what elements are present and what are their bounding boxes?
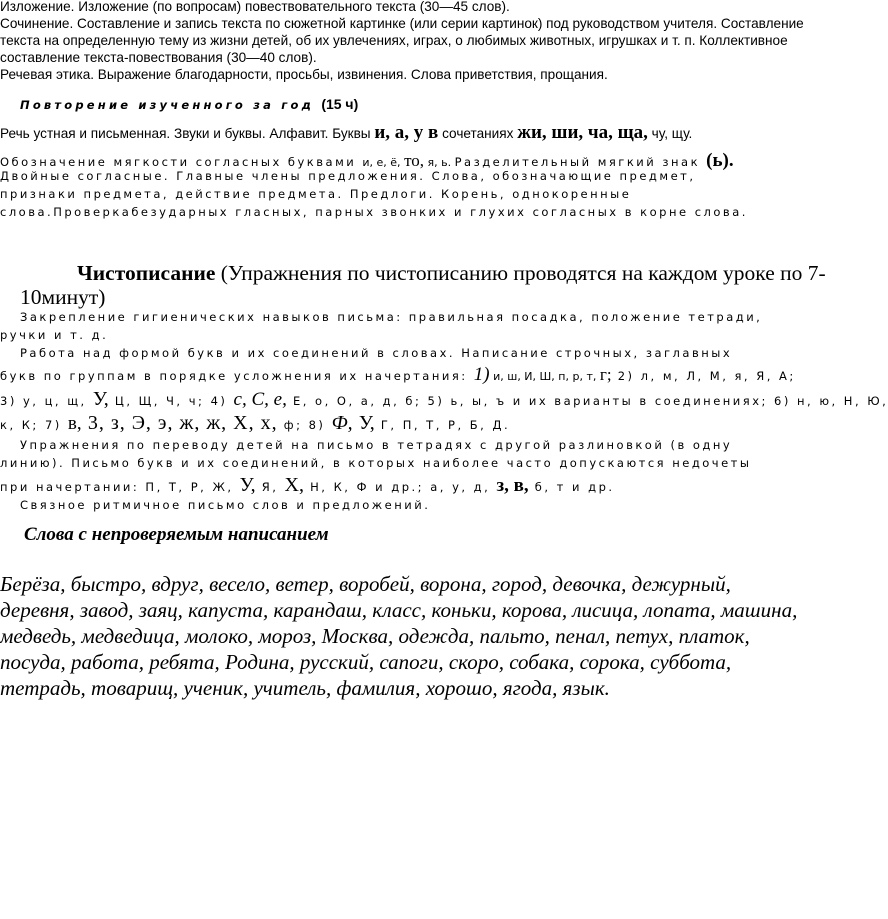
penmanship-line-10: Связное ритмичное письмо слов и предложений.	[20, 498, 431, 512]
review-line-1	[0, 124, 692, 142]
penmanship-line-5	[0, 388, 888, 411]
letter-group: и, ш, И, Ш, п, р, т,	[489, 370, 600, 383]
letter-large: У,	[358, 412, 375, 434]
group-number: 1)	[473, 364, 490, 385]
letter-group: Н, К, Ф и др.; а, у, д,	[304, 480, 497, 494]
penmanship-line-2: ручки и т. д.	[0, 328, 109, 342]
letter-large-bold: з, в,	[496, 475, 529, 496]
soft-sign-bold: (ь).	[706, 150, 734, 171]
vocab-line-1: Берёза, быстро, вдруг, весело, ветер, воробей, ворона, город, девочка, дежурный,	[0, 572, 731, 596]
letter-group: при начертании: П, Т, Р, Ж,	[0, 480, 240, 494]
review-letters-large: то,	[404, 151, 425, 170]
penmanship-title-rest: (Упражнения по чистописанию проводятся на каждом уроке по 7-	[215, 261, 826, 285]
penmanship-line-1: Закрепление гигиенических навыков письма: правильная посадка, положение тетради,	[20, 310, 763, 324]
penmanship-title-bold: Чистописание	[77, 261, 216, 285]
letter-large: У,	[239, 474, 256, 496]
letter-large: Х,	[284, 474, 304, 496]
letter-large-italic: Ф,	[331, 412, 353, 434]
letter-large: 3, з, Э, э, ж, ж, Х, х,	[87, 412, 278, 434]
letter-group: б, т и др.	[528, 480, 615, 494]
penmanship-line-6	[0, 412, 510, 435]
letter-group: Я,	[255, 480, 285, 494]
letter-group: 3) у, ц, щ,	[0, 394, 93, 408]
review-text: Разделительный мягкий знак	[454, 155, 707, 169]
review-combos-bold: жи, ши, ча, ща,	[517, 122, 648, 143]
vocab-word-list	[0, 571, 797, 701]
letter-group: 2) л, м, Л, М, я, Я, А;	[611, 369, 796, 383]
letter-group: Г, П, Т, Р, Б, Д.	[374, 418, 511, 432]
letter-large: У,	[92, 388, 109, 410]
review-heading-text: Повторение изученного за год	[20, 98, 315, 112]
review-line-3: Двойные согласные. Главные члены предложения. Слова, обозначающие предмет,	[0, 169, 696, 183]
letter-group: к, К; 7)	[0, 418, 68, 432]
intro-line-5: Речевая этика. Выражение благодарности, просьбы, извинения. Слова приветствия, прощания.	[0, 67, 608, 82]
penmanship-line-3: Работа над формой букв и их соединений в словах. Написание строчных, заглавных	[20, 346, 733, 360]
letter-group: Е, о, О, а, д, б; 5) ь, ы, ъ и их варианты в соединениях; 6) н, ю, Н, Ю,	[286, 394, 888, 408]
review-line-4: признаки предмета, действие предмета. Предлоги. Корень, однокоренные	[0, 187, 632, 201]
penmanship-title-cont: 10минут)	[20, 285, 106, 309]
review-letters: я, ь.	[424, 156, 455, 169]
penmanship-line-8: линию). Письмо букв и их соединений, в которых наиболее часто допускаются недочеты	[0, 456, 752, 470]
intro-line-3: текста на определенную тему из жизни детей, об их увлечениях, играх, о любимых животных, игрушках и т. п. Коллективное	[0, 33, 788, 48]
review-heading	[20, 96, 358, 112]
intro-line-4: составление текста-повествования (30—40 слов).	[0, 50, 317, 65]
vocab-line-4: посуда, работа, ребята, Родина, русский, сапоги, скоро, собака, сорока, суббота,	[0, 650, 732, 674]
letter-large: в,	[67, 413, 82, 434]
vocab-line-3: медведь, медведица, молоко, мороз, Москва, одежда, пальто, пенал, петух, платок,	[0, 624, 750, 648]
intro-block	[0, 0, 804, 83]
review-hours: (15 ч)	[321, 96, 359, 112]
vocab-line-5: тетрадь, товарищ, ученик, учитель, фамилия, хорошо, ягода, язык.	[0, 676, 610, 700]
letter-large: г;	[599, 365, 612, 384]
penmanship-text: букв по группам в порядке усложнения их начертания:	[0, 369, 474, 383]
penmanship-line-7: Упражнения по переводу детей на письмо в тетрадях с другой разлиновкой (в одну	[20, 438, 733, 452]
intro-line-2: Сочинение. Составление и запись текста по сюжетной картинке (или серии картинок) под руководством учителя. Составление	[0, 16, 804, 31]
penmanship-line-9	[0, 474, 615, 497]
letter-group: ф; 8)	[277, 418, 332, 432]
review-line-5: слова.Проверкабезударных гласных, парных звонких и глухих согласных в корне слова.	[0, 205, 748, 219]
vocab-line-2: деревня, завод, заяц, капуста, карандаш, класс, коньки, корова, лисица, лопата, машина,	[0, 598, 798, 622]
penmanship-title	[77, 260, 826, 286]
penmanship-line-4	[0, 364, 796, 386]
review-letters: и, е, ё,	[362, 156, 405, 169]
intro-line-1: Изложение. Изложение (по вопросам) повествовательного текста (30—45 слов).	[0, 0, 510, 14]
vocab-title: Слова с непроверяемым написанием	[24, 524, 329, 545]
review-text: чу, щу.	[647, 126, 693, 141]
review-text: Обозначение мягкости согласных буквами	[0, 155, 363, 169]
letter-large-italic: с, С, е,	[233, 389, 287, 410]
review-text: Речь устная и письменная. Звуки и буквы. Алфавит. Буквы	[0, 126, 375, 141]
review-text: сочетаниях	[438, 126, 518, 141]
review-letters-bold: и, а, у в	[374, 122, 439, 143]
letter-group: Ц, Щ, Ч, ч; 4)	[108, 394, 234, 408]
